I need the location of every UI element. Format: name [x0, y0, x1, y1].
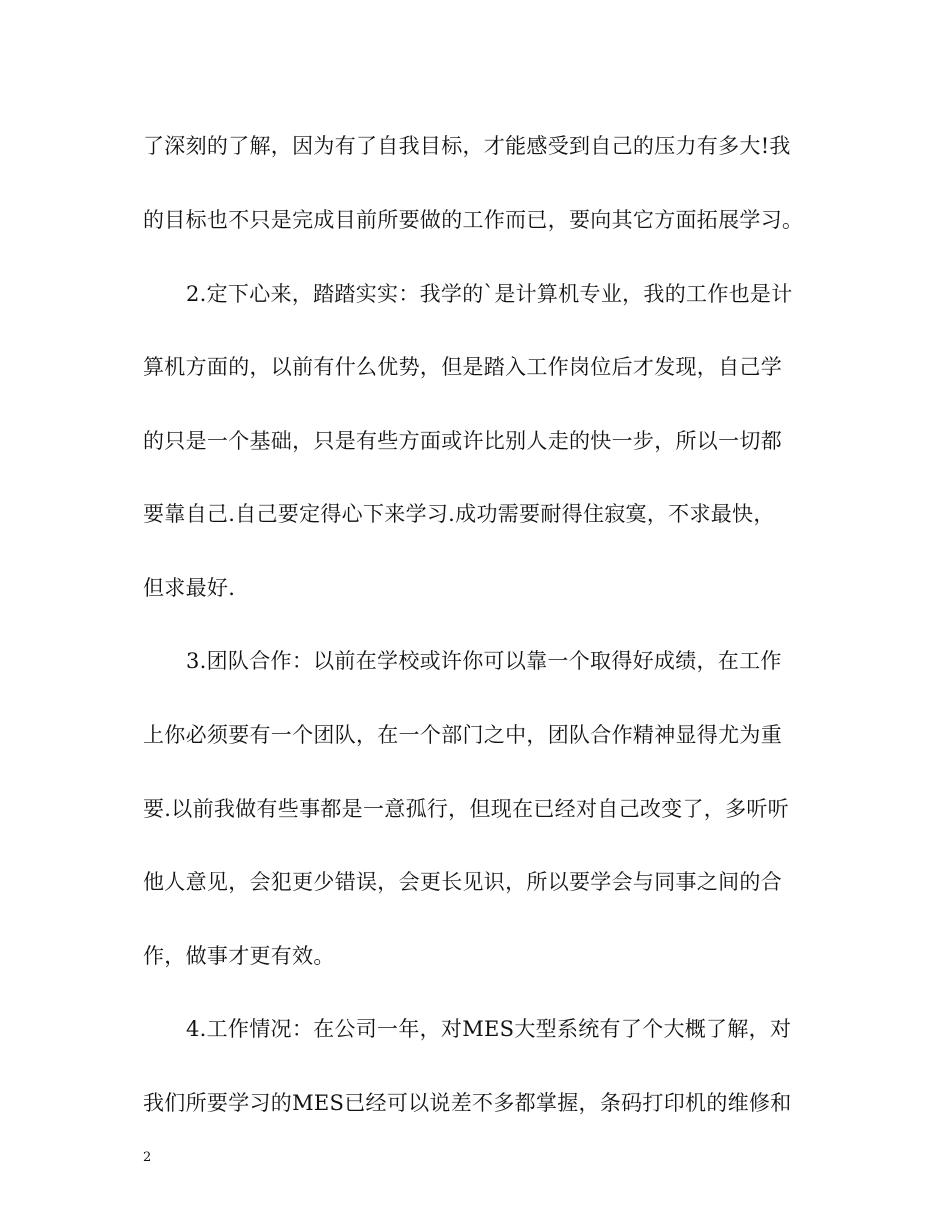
- text-line: 他人意见，会犯更少错误，会更长见识，所以要学会与同事之间的合: [143, 870, 782, 894]
- text-line: 要.以前我做有些事都是一意孤行，但现在已经对自己改变了，多听听: [143, 797, 789, 821]
- text-line: 我们所要学习的MES已经可以说差不多都掌握，条码打印机的维修和: [143, 1091, 792, 1115]
- text-line: 的目标也不只是完成目前所要做的工作而已，要向其它方面拓展学习。: [143, 208, 804, 232]
- text-line: 了深刻的了解，因为有了自我目标，才能感受到自己的压力有多大!我: [143, 134, 791, 158]
- paragraph-start-line: 3.团队合作：以前在学校或许你可以靠一个取得好成绩，在工作: [186, 649, 782, 673]
- text-line: 上你必须要有一个团队，在一个部门之中，团队合作精神显得尤为重: [143, 723, 782, 747]
- text-line: 算机方面的，以前有什么优势，但是踏入工作岗位后才发现，自己学: [143, 355, 782, 379]
- paragraph-start-line: 2.定下心来，踏踏实实：我学的`是计算机专业，我的工作也是计: [186, 282, 793, 306]
- text-line: 的只是一个基础，只是有些方面或许比别人走的快一步，所以一切都: [143, 429, 782, 453]
- text-line: 但求最好.: [143, 576, 236, 600]
- paragraph-start-line: 4.工作情况：在公司一年，对MES大型系统有了个大概了解，对: [186, 1017, 792, 1041]
- text-line: 要靠自己.自己要定得心下来学习.成功需要耐得住寂寞，不求最快，: [143, 502, 775, 526]
- text-line: 作，做事才更有效。: [143, 944, 335, 968]
- page-number: 2: [143, 1150, 152, 1165]
